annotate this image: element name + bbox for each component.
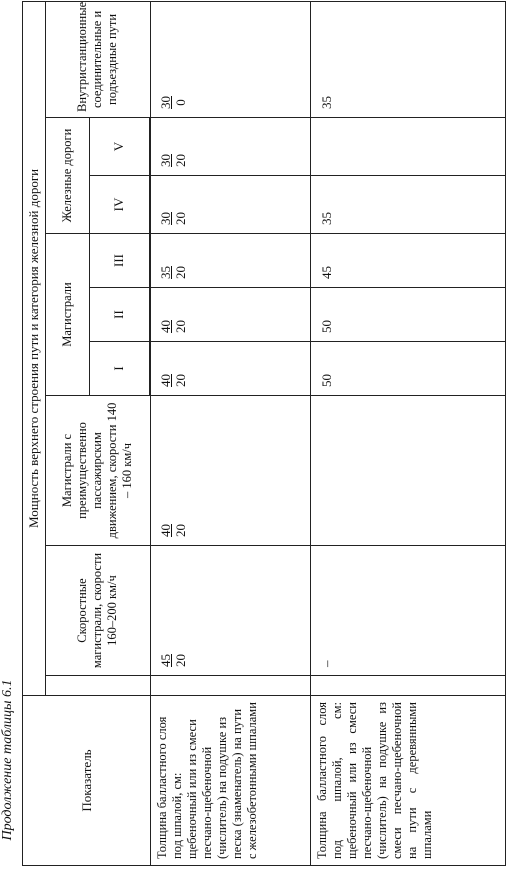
header-spacer	[45, 676, 150, 696]
table-caption: Продолжение таблицы 6.1	[0, 679, 15, 841]
row2-cat-IV: 35	[310, 176, 505, 234]
table-caption-area	[0, 0, 22, 870]
row2-cat-V	[310, 118, 505, 176]
row1-cat-II: 40 20	[150, 288, 310, 342]
header-railways: Железные дороги	[45, 118, 89, 234]
row2-highspeed: –	[310, 546, 505, 676]
row1-cat-I: 40 20	[150, 342, 310, 396]
header-cat-III: III	[89, 234, 149, 288]
header-mainlines: Магистрали	[45, 234, 89, 396]
row1-cat-III: 35 20	[150, 234, 310, 288]
header-cat-IV: IV	[89, 176, 149, 234]
header-passenger: Магистрали с преимущественно пассажирским движением, скорости 140 – 160 км/ч	[45, 396, 150, 546]
header-cat-I: I	[89, 342, 149, 396]
row2-indicator: Толщина балластного слоя под шпалой, см: щебеночный или из смеси песчано-щебеночной (числитель) на подушке из смеси песчано-щебеночной на пути с деревянными шпалами	[310, 696, 505, 866]
row2-cat-I: 50	[310, 342, 505, 396]
rotated-table-container	[22, 2, 506, 866]
row2-passenger	[310, 396, 505, 546]
row2-cat-III: 45	[310, 234, 505, 288]
row1-intrastation: 30 0	[150, 1, 310, 117]
header-cat-V: V	[89, 118, 149, 176]
header-cat-II: II	[89, 288, 149, 342]
row1-spacer	[150, 676, 310, 696]
header-power-group: Мощность верхнего строения пути и категория железной дороги	[23, 1, 46, 695]
header-intrastation: Внутристанционные соединительные и подъездные пути	[45, 1, 150, 117]
header-indicator: Показатель	[23, 696, 151, 866]
row1-indicator: Толщина балластного слоя под шпалой, см: щебеночный или из смеси песчано-щебеночной (числитель) на подушке из песка (знаменатель) на пути с железобетонными шпалами	[150, 696, 310, 866]
row1-cat-IV: 30 20	[150, 176, 310, 234]
header-highspeed: Скоростные магистрали, скорости 160–200 км/ч	[45, 546, 150, 676]
row1-cat-V: 30 20	[150, 118, 310, 176]
row2-intrastation: 35	[310, 1, 505, 117]
row2-spacer	[310, 676, 505, 696]
ballast-table	[22, 1, 506, 866]
row2-cat-II: 50	[310, 288, 505, 342]
row1-passenger: 40 20	[150, 396, 310, 546]
row1-highspeed: 45 20	[150, 546, 310, 676]
